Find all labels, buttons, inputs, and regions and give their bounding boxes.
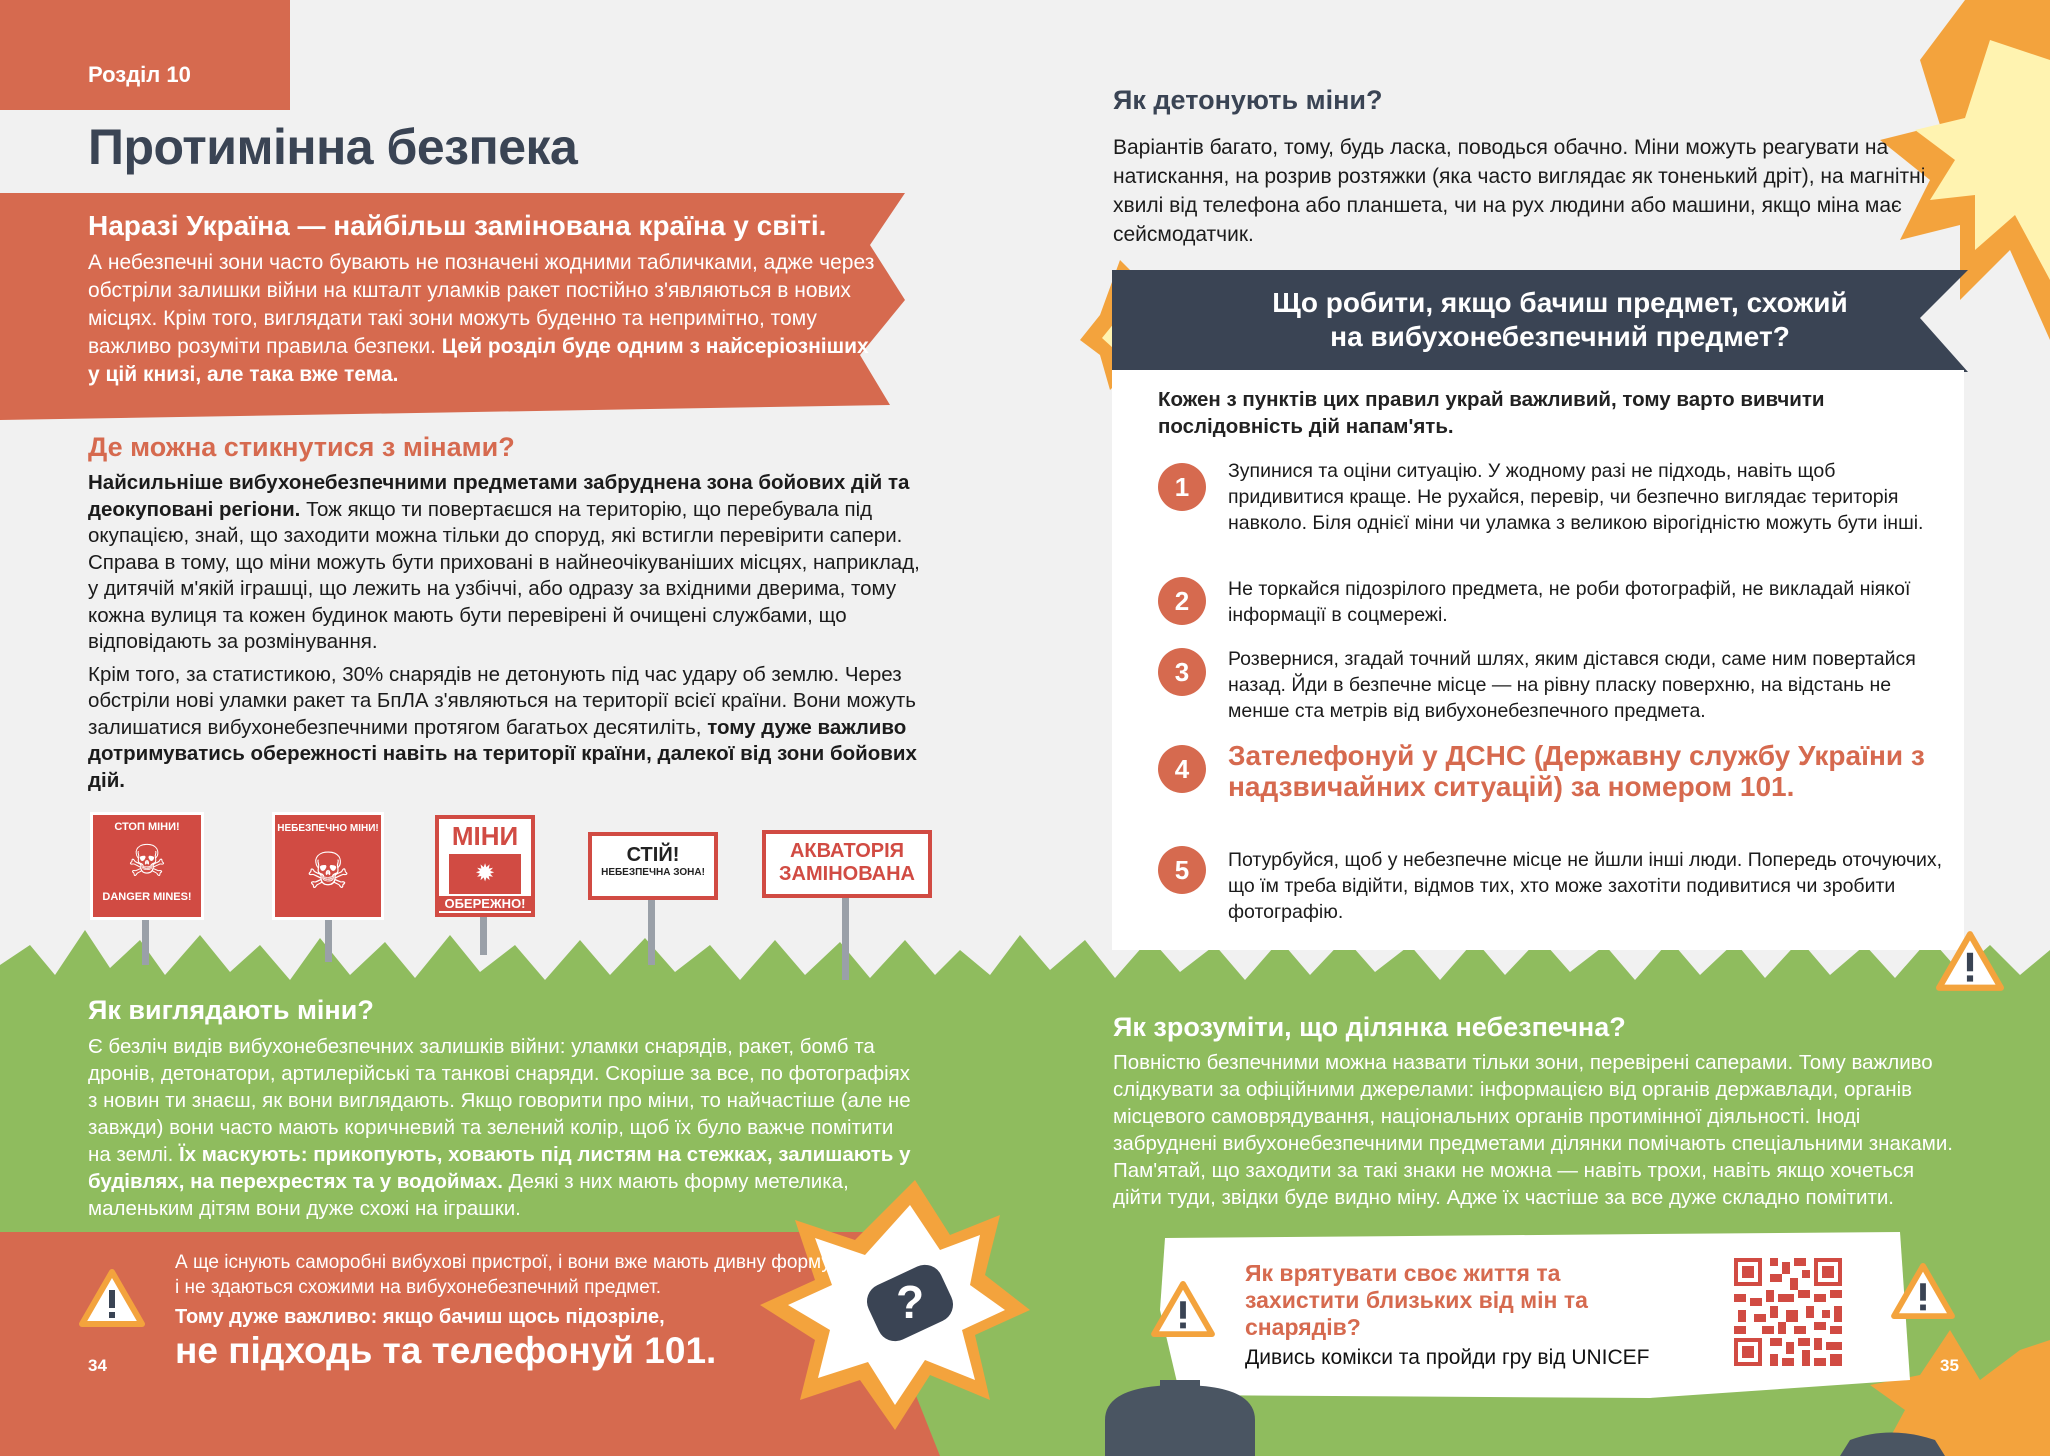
where-p2: Крім того, за статистикою, 30% снарядів не детонують під час удару об землю. Через обстріли нові уламки ракет та БпЛА з'являються на території всієї країни. Вони можуть залишатися вибухонебезпечними протягом багатьох десятиліть, xyxy=(88,662,916,739)
svg-text:?: ? xyxy=(895,1276,925,1328)
step-text: Не торкайся підозрілого предмета, не роби фотографій, не викладай ніякої інформації в соцмережі. xyxy=(1228,578,1911,626)
detonate-text: Варіантів багато, тому, будь ласка, поводься обачно. Міни можуть реагувати на натискання, на розрив розтяжки (яка часто виглядає як тоненький дріт), на магнітні хвилі від телефона або планшета, чи на рух людини або машини, якщо міна має сейсмодатчик. xyxy=(1113,136,1926,246)
sign-danger-mines xyxy=(272,812,384,920)
detonate-heading: Як детонують міни? xyxy=(1113,85,1383,115)
step-number: 5 xyxy=(1158,846,1206,894)
step-text: Зупинися та оціни ситуацію. У жодному разі не підходь, навіть щоб придивитися краще. Не рухайся, перевір, чи безпечно виглядає територія навколо. Біля однієї міни чи уламка з великою вірогідністю можуть бути інші. xyxy=(1228,460,1924,534)
sign-post xyxy=(842,890,849,980)
where-text xyxy=(88,470,928,800)
sign-text: НЕБЕЗПЕЧНА ЗОНА! xyxy=(601,867,705,878)
where-p1: Тож якщо ти повертаєшся на територію, що перебувала під окупацією, знай, що заходити можна тільки до споруд, які встигли перевірити сапери. Справа в тому, що міни можуть бути приховані в найнеочікуваніших місцях, наприклад, у дитячій м'якій іграшці, що лежить на узбіччі, або одразу за вхідними дверима, тому кожна вулиця та кожен будинок мають бути перевірені й очищені службами, що відповідають за розмінування. xyxy=(88,497,920,653)
page-number-right: 35 xyxy=(1940,1356,1959,1375)
where-p1-bold: Найсильніше вибухонебезпечними предметами забруднена зона бойових дій та деокуповані регіони. xyxy=(88,471,910,521)
where-heading: Де можна стикнутися з мінами? xyxy=(88,432,515,462)
danger-heading: Як зрозуміти, що ділянка небезпечна? xyxy=(1113,1012,1626,1042)
unicef-card-subtitle[interactable]: Дивись комікси та пройди гру від UNICEF xyxy=(1245,1346,1650,1369)
sign-text: ЗАМІНОВАНА xyxy=(779,863,915,885)
banner-body-bold: Цей розділ буде одним з найсеріозніших у цій книзі, але така вже тема. xyxy=(88,335,869,386)
step-number: 2 xyxy=(1158,577,1206,625)
step-text: Потурбуйся, щоб у небезпечне місце не йшли інші люди. Попередь оточуючих, що їм треба відійти, відмов тих, хто може захотіти подивитися чи зробити фотографію. xyxy=(1228,849,1943,923)
warning-icon xyxy=(1150,1280,1216,1338)
look-p2: Деякі з них мають форму метелика, маленьким дітям вони дуже схожі на іграшки. xyxy=(88,1170,849,1220)
sign-text: ОБЕРЕЖНО! xyxy=(439,896,531,911)
step-text: Розвернися, згадай точний шлях, яким дістався сюди, саме ним повертайся назад. Йди в безпечне місце — на рівну пласку поверхню, на відстань не менше ста метрів від вибухонебезпечного предмета. xyxy=(1228,648,1916,722)
warning-icon xyxy=(78,1268,146,1328)
warning-icon xyxy=(1935,930,2005,992)
skull-icon: ☠ xyxy=(127,837,167,886)
step-number: 3 xyxy=(1158,648,1206,696)
sign-text: МІНИ xyxy=(451,821,519,851)
warning-text: А ще існують саморобні вибухові пристрої, і вони вже мають дивну форму і не здаються схожими на вибухонебезпечний предмет. xyxy=(175,1252,831,1298)
what-to-do-heading xyxy=(1150,286,1970,354)
sign-text: СТІЙ! xyxy=(626,844,680,866)
step-text-highlight: Зателефонуй у ДСНС (Державну службу України з надзвичайних ситуацій) за номером 101. xyxy=(1228,740,1925,802)
look-bold: Їх маскують: прикопують, ховають під листям на стежках, залишають у будівлях, на перехрестях та у водоймах. xyxy=(88,1143,911,1193)
qr-code-icon[interactable] xyxy=(1730,1254,1846,1370)
look-text xyxy=(88,1033,918,1222)
warning-bold-line: Тому дуже важливо: якщо бачиш щось підозріле, xyxy=(175,1306,665,1328)
look-p1: Є безліч видів вибухонебезпечних залишків війни: уламки снарядів, ракет, бомб та дронів, детонатори, артилерійські та танкові снаряди. Скоріше за все, по фотографіях з новин ти знаєш, як вони виглядають. Якщо говорити про міни, то найчастіше (але не завжди) вони часто мають коричневий та зелений колір, щоб їх було важче помітити на землі. xyxy=(88,1035,911,1166)
unicef-card-title: Як врятувати своє життя та захистити близьких від мін та снарядів? xyxy=(1245,1260,1588,1340)
step-number: 4 xyxy=(1158,745,1206,793)
sign-mines-careful xyxy=(435,815,535,917)
banner-body xyxy=(88,249,878,389)
section-label: Розділ 10 xyxy=(88,62,191,87)
banner-body-text: А небезпечні зони часто бувають не позначені жодними табличками, адже через обстріли залишки війни на кшталт уламків ракет постійно з'являються в нових місцях. Крім того, виглядати такі зони можуть буденно та непримітно, тому важливо розуміти правила безпеки. xyxy=(88,251,875,358)
steps-intro: Кожен з пунктів цих правил украй важливий, тому варто вивчити послідовність дій напам'ять. xyxy=(1158,388,1825,438)
skull-icon: ☠ xyxy=(305,843,351,899)
where-p2-bold: тому дуже важливо дотримуватись обережності навіть на території країни, далекої від зони бойових дій. xyxy=(88,715,917,792)
look-heading: Як виглядають міни? xyxy=(88,995,374,1025)
sign-mined-waters xyxy=(762,830,932,898)
banner-heading: Наразі Україна — найбільш замінована країна у світі. xyxy=(88,210,827,241)
what-to-do-line2: на вибухонебезпечний предмет? xyxy=(1330,321,1790,352)
sign-text: АКВАТОРІЯ xyxy=(789,840,905,862)
explosion-icon: ✹ xyxy=(449,854,521,894)
page-title: Протимінна безпека xyxy=(88,119,578,175)
sign-text: DANGER MINES! xyxy=(102,891,192,903)
sign-text: СТОП МІНИ! xyxy=(114,821,180,833)
sign-stop-zone xyxy=(588,832,718,900)
sign-text: НЕБЕЗПЕЧНО МІНИ! xyxy=(277,823,379,834)
question-object-icon xyxy=(855,1248,965,1358)
sign-post xyxy=(648,895,655,965)
what-to-do-line1: Що робити, якщо бачиш предмет, схожий xyxy=(1272,287,1848,318)
warning-call-101: не підходь та телефонуй 101. xyxy=(175,1330,717,1371)
danger-text: Повністю безпечними можна назвати тільки зони, перевірені саперами. Тому важливо слідкувати за офіційними джерелами: інформацією від органів державлади, органів місцевого самоврядування, національних органів протимінної діяльності. Іноді забруднені вибухонебезпечними предметами ділянки помічають спеціальними знаками. Пам'ятай, що заходити за такі знаки не можна — навіть трохи, навіть якщо хочеться дійти туди, звідки буде видно міну. Адже їх частіше за все дуже складно помітити. xyxy=(1113,1051,1953,1209)
section-tab xyxy=(0,0,290,110)
page-number-left: 34 xyxy=(88,1356,107,1375)
sign-stop-mines xyxy=(90,812,204,920)
step-number: 1 xyxy=(1158,463,1206,511)
warning-icon xyxy=(1890,1262,1956,1320)
